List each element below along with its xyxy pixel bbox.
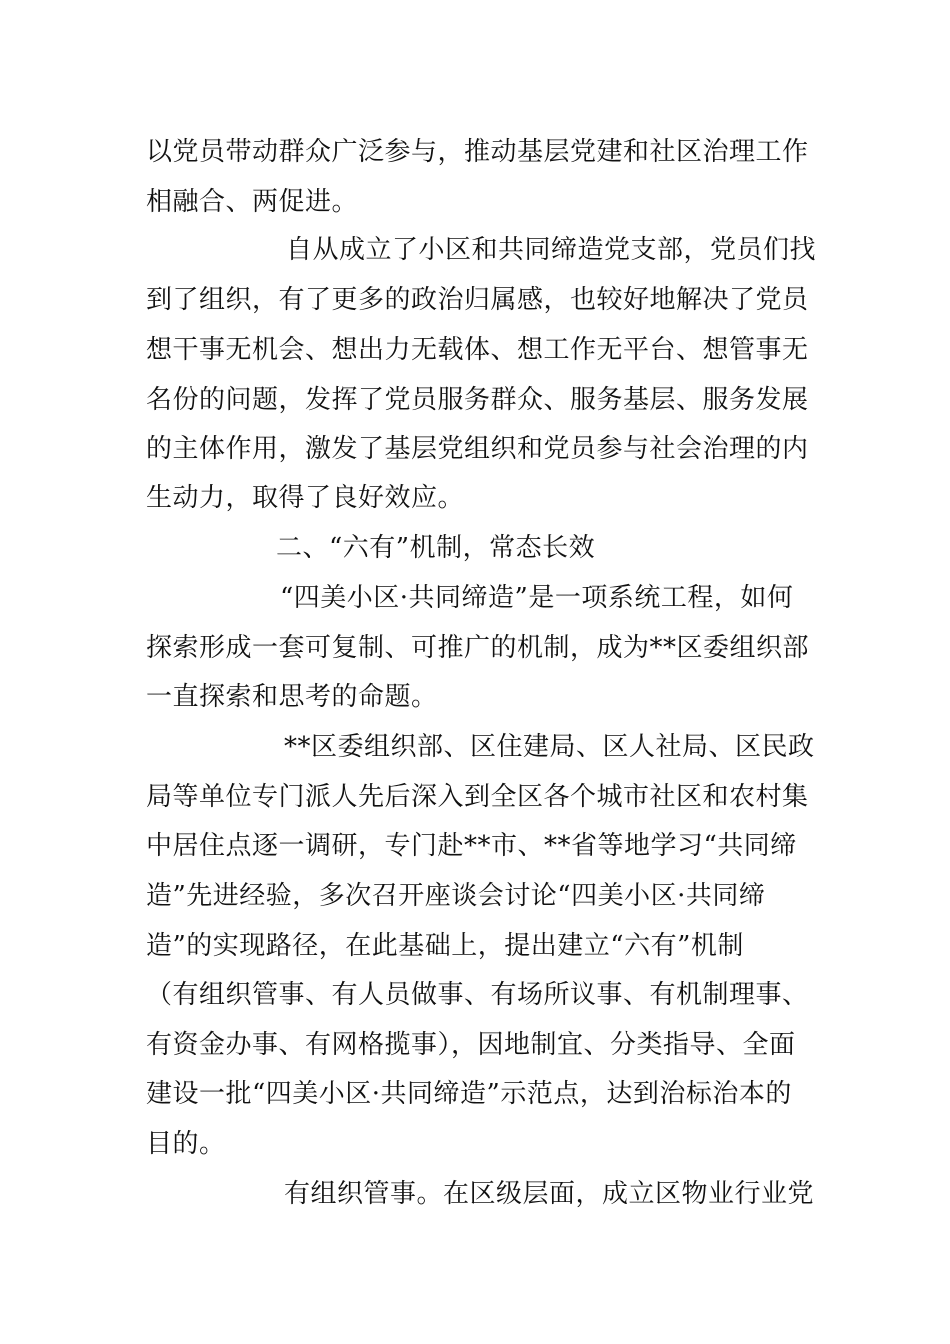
text-line-4: 到了组织，有了更多的政治归属感，也较好地解决了党员 bbox=[146, 285, 809, 315]
text-line-12: 一直探索和思考的命题。 bbox=[146, 682, 438, 712]
text-line-22: 有组织管事。在区级层面，成立区物业行业党 bbox=[284, 1179, 815, 1209]
text-line-7: 的主体作用，激发了基层党组织和党员参与社会治理的内 bbox=[146, 434, 809, 464]
text-line-2: 相融合、两促进。 bbox=[146, 187, 359, 217]
text-line-15: 中居住点逐一调研，专门赴**市、**省等地学习“共同缔 bbox=[146, 831, 797, 861]
text-line-19: 有资金办事、有网格揽事），因地制宜、分类指导、全面 bbox=[146, 1030, 796, 1060]
text-line-20: 建设一批“四美小区·共同缔造”示范点，达到治标治本的 bbox=[146, 1079, 792, 1109]
text-line-14: 局等单位专门派人先后深入到全区各个城市社区和农村集 bbox=[146, 782, 809, 812]
text-line-21: 目的。 bbox=[146, 1129, 226, 1159]
section-heading: 二、“六有”机制，常态长效 bbox=[276, 533, 596, 563]
text-line-11: 探索形成一套可复制、可推广的机制，成为**区委组织部 bbox=[146, 633, 810, 663]
text-line-13: **区委组织部、区住建局、区人社局、区民政 bbox=[284, 732, 815, 762]
text-line-10: “四美小区·共同缔造”是一项系统工程，如何 bbox=[280, 583, 794, 613]
text-line-6: 名份的问题，发挥了党员服务群众、服务基层、服务发展 bbox=[146, 385, 809, 415]
text-line-1: 以党员带动群众广泛参与，推动基层党建和社区治理工作 bbox=[146, 137, 809, 167]
text-line-5: 想干事无机会、想出力无载体、想工作无平台、想管事无 bbox=[146, 335, 809, 365]
text-line-3: 自从成立了小区和共同缔造党支部，党员们找 bbox=[286, 235, 816, 265]
text-line-18: （有组织管事、有人员做事、有场所议事、有机制理事、 bbox=[146, 980, 809, 1010]
text-line-8: 生动力，取得了良好效应。 bbox=[146, 483, 465, 513]
text-line-16: 造”先进经验，多次召开座谈会讨论“四美小区·共同缔 bbox=[146, 881, 766, 911]
text-line-17: 造”的实现路径，在此基础上，提出建立“六有”机制 bbox=[146, 931, 744, 961]
